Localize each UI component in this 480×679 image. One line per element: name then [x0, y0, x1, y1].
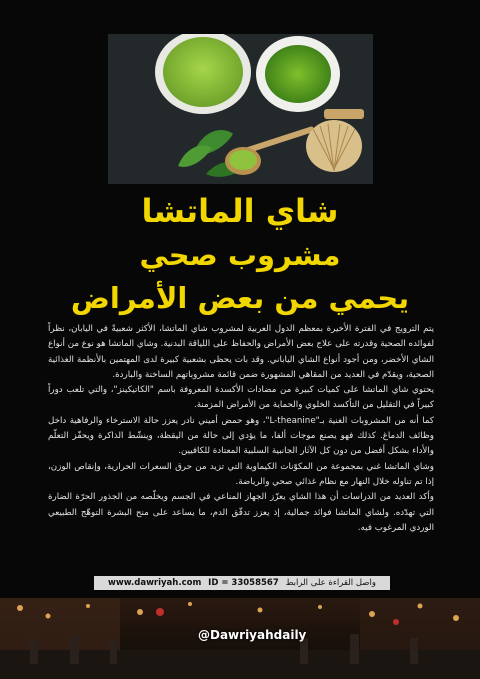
matcha-illustration — [108, 34, 373, 184]
page-subtitle-1: مشروب صحي — [139, 238, 341, 272]
article-paragraph: وأكد العديد من الدراسات أن هذا الشاي يعزّز الجهاز المناعي في الجسم ويخلّصه من الجذور الحرّة الضارة التي تهدّده. ولشاي الماتشا فوائد جمالية، إذ يعزز تدفّق الدم، ما يساعد على منح البشرة التوهّج الطبيعي الوردي المرغوب فيه. — [48, 492, 434, 533]
article-body — [48, 322, 434, 536]
social-handle[interactable]: @Dawriyahdaily — [198, 628, 307, 642]
article-paragraph: يتم الترويج في الفترة الأخيرة بمعظم الدول العربية لمشروب شاي الماتشا، الأكثر شعبيةً في اليابان، نظراً لفوائده الصحية وقدرته على علاج بعض الأمراض والحفاظ على اللياقة البدنية. وشاي الماتشا هو نوع من أنواع الشاي الأخضر، ومن أجود أنواع الشاي الياباني. وقد بات يحظى بشعبية كبيرة لدى المهتمين بالأنظمة الغذائية الصحية، ويقدّم في العديد من المقاهي المشهورة ضمن قائمة مشروباتهم الساخنة والباردة. — [48, 324, 434, 380]
page-subtitle-2: يحمي من بعض الأمراض — [70, 281, 410, 315]
site-url[interactable]: www.dawriyah.com — [108, 578, 202, 588]
page-title: شاي الماتشا — [141, 192, 339, 230]
article-id: ID = 33058567 — [208, 578, 279, 588]
article-paragraph: وشاي الماتشا غني بمجموعة من المكوّنات الكيماوية التي تزيد من حرق السعرات الحرارية، وإنقاص الوزن، إذا تم تناوله خلال النهار مع نظام غذائي صحي والرياضة. — [48, 461, 434, 487]
article-paragraph: كما أنه من المشروبات الغنية بـ"L-theanine"، وهو حمض أميني نادر يعزز حالة الاسترخاء والرفاهية داخل وظائف الدماغ. كذلك فهو يصنع موجات ألفا، ما يؤدي إلى حالة من اليقظة، وينشّط الذاكرة ويحفّز التعلّم والأداء بشكل أفضل من دون كل الآثار الجانبية السلبية المعتادة للكافيين. — [48, 415, 435, 457]
matcha-photo — [108, 34, 373, 184]
read-more-label: واصل القراءة على الرابط — [285, 578, 376, 588]
article-paragraph: يحتوي شاي الماتشا على كميات كبيرة من مضادات الأكسدة المعروفة باسم "الكاتيكينز"، والتي تلعب دوراً كبيراً في التقليل من التأكسد الخلوي والحماية من الأمراض المزمنة. — [48, 385, 434, 411]
read-more-bar[interactable] — [94, 576, 390, 590]
